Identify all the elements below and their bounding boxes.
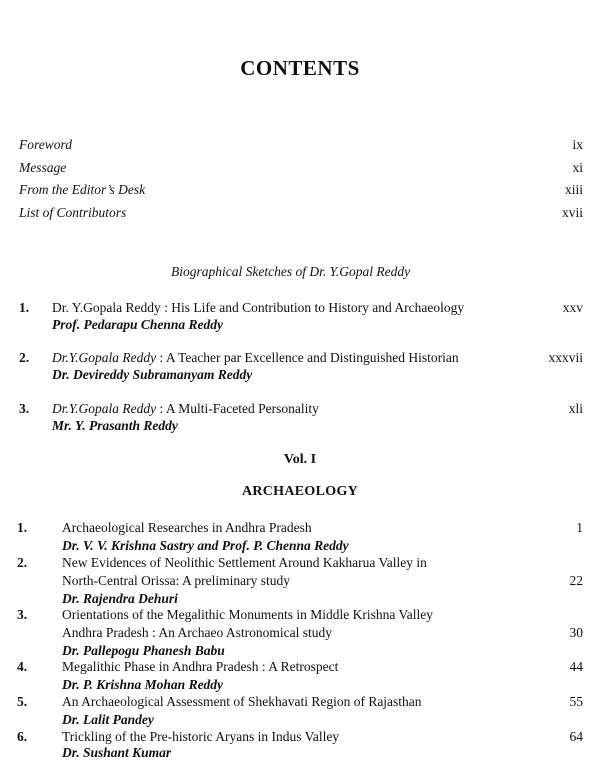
article-title: An Archaeological Assessment of Shekhavati Region of Rajasthan bbox=[62, 694, 422, 709]
toc-front-page: ix bbox=[572, 137, 583, 152]
entry-number: 2. bbox=[19, 350, 30, 365]
entry-author: Prof. Pedarapu Chenna Reddy bbox=[52, 317, 224, 332]
entry-number: 1. bbox=[19, 300, 30, 315]
article-author: Dr. Pallepogu Phanesh Babu bbox=[62, 643, 225, 658]
article-author: Dr. V. V. Krishna Sastry and Prof. P. Chenna Reddy bbox=[62, 538, 349, 553]
article-title: Orientations of the Megalithic Monuments in Middle Krishna Valley bbox=[62, 607, 433, 622]
toc-front-label: Foreword bbox=[19, 137, 72, 152]
toc-front-label: List of Contributors bbox=[19, 205, 127, 220]
article-title: Archaeological Researches in Andhra Pradesh bbox=[62, 520, 312, 535]
section-heading-biographical: Biographical Sketches of Dr. Y.Gopal Reddy bbox=[171, 264, 411, 279]
article-page: 44 bbox=[569, 659, 583, 674]
entry-title-italic: Dr.Y.Gopala Reddy bbox=[52, 350, 157, 365]
article-page: 1 bbox=[576, 520, 583, 535]
volume-heading: Vol. I bbox=[283, 452, 317, 467]
toc-front-page: xiii bbox=[564, 182, 583, 197]
article-page: 22 bbox=[569, 573, 583, 588]
entry-page: xxv bbox=[562, 300, 583, 315]
article-author: Dr. Rajendra Dehuri bbox=[62, 591, 178, 606]
entry-title-rest: : A Multi-Faceted Personality bbox=[156, 401, 319, 416]
article-page: 30 bbox=[569, 625, 583, 640]
article-page: 64 bbox=[569, 729, 583, 744]
entry-number: 3. bbox=[19, 401, 30, 416]
entry-title-italic: Dr.Y.Gopala Reddy bbox=[52, 401, 157, 416]
toc-front-label: Message bbox=[19, 160, 67, 175]
entry-title bbox=[52, 401, 319, 417]
entry-title-rest: : A Teacher par Excellence and Distinguished Historian bbox=[156, 350, 459, 365]
article-author: Dr. Lalit Pandey bbox=[62, 712, 154, 727]
entry-title-rest: Dr. Y.Gopala Reddy : His Life and Contribution to History and Archaeology bbox=[52, 300, 465, 315]
toc-front-label: From the Editor’s Desk bbox=[19, 182, 146, 197]
entry-title bbox=[52, 350, 459, 366]
entry-page: xli bbox=[568, 401, 583, 416]
entry-title bbox=[52, 300, 464, 316]
toc-front-page: xi bbox=[572, 160, 583, 175]
article-number: 6. bbox=[17, 729, 28, 744]
article-title: Trickling of the Pre-historic Aryans in Indus Valley bbox=[62, 729, 340, 744]
article-title-cont: Andhra Pradesh : An Archaeo Astronomical study bbox=[62, 625, 332, 640]
entry-author: Mr. Y. Prasanth Reddy bbox=[52, 418, 178, 433]
article-number: 5. bbox=[17, 694, 28, 709]
article-title-cont: North-Central Orissa: A preliminary study bbox=[62, 573, 290, 588]
article-author: Dr. Sushant Kumar bbox=[62, 745, 172, 760]
article-number: 3. bbox=[17, 607, 28, 622]
section-heading-archaeology: ARCHAEOLOGY bbox=[241, 484, 359, 499]
article-title: New Evidences of Neolithic Settlement Around Kakharua Valley in bbox=[62, 555, 427, 570]
article-number: 2. bbox=[17, 555, 28, 570]
entry-page: xxxvii bbox=[548, 350, 583, 365]
article-page: 55 bbox=[569, 694, 583, 709]
page-title: CONTENTS bbox=[240, 56, 360, 80]
article-author: Dr. P. Krishna Mohan Reddy bbox=[62, 677, 224, 692]
article-number: 4. bbox=[17, 659, 28, 674]
article-title: Megalithic Phase in Andhra Pradesh : A Retrospect bbox=[62, 659, 339, 674]
article-number: 1. bbox=[17, 520, 28, 535]
entry-author: Dr. Devireddy Subramanyam Reddy bbox=[52, 367, 253, 382]
toc-front-page: xvii bbox=[561, 205, 583, 220]
